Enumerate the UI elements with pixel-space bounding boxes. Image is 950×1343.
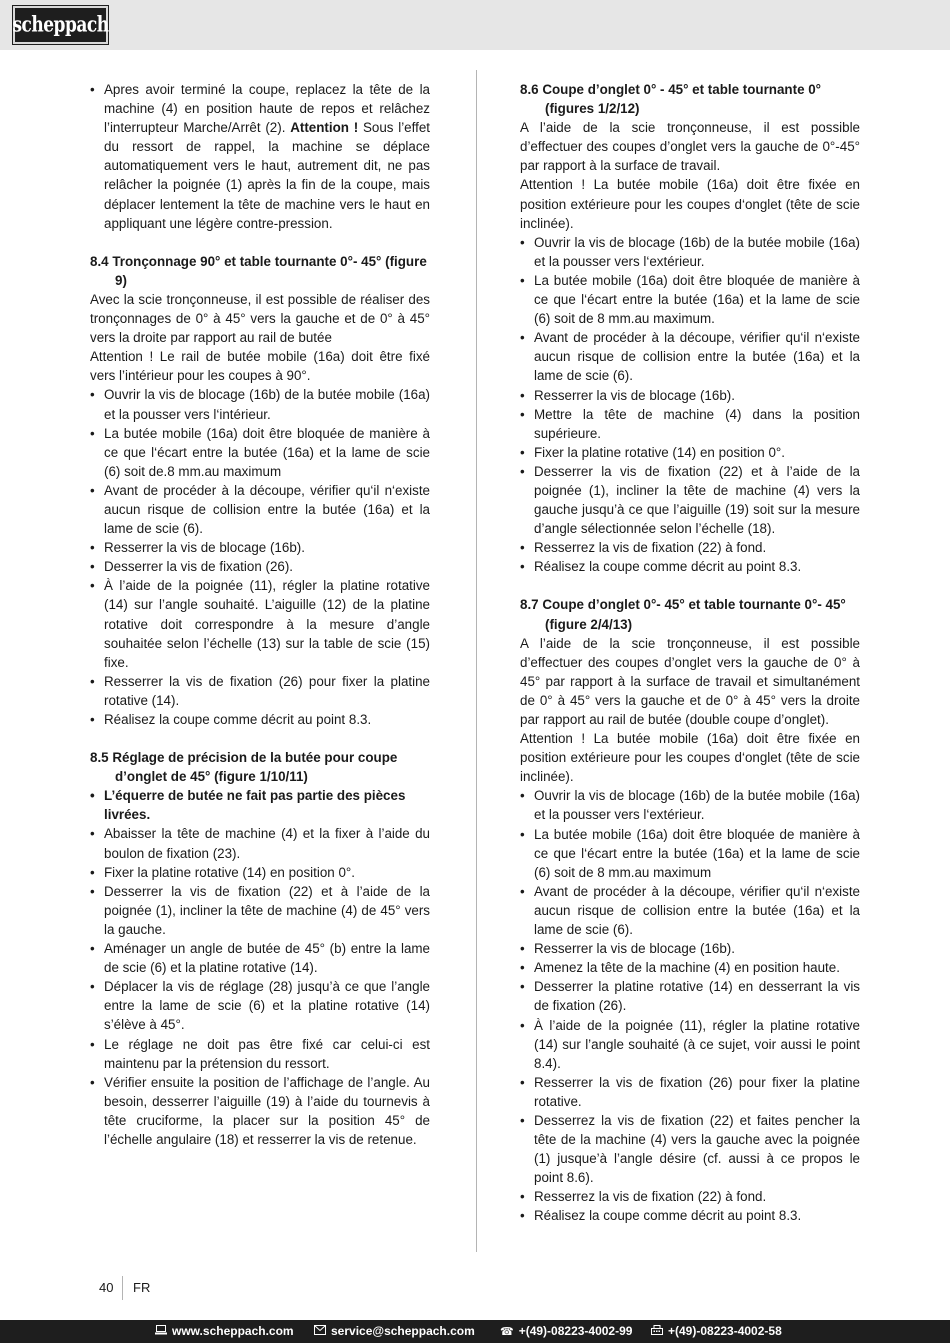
list-item: • Desserrez la vis de fixation (22) et faites pencher la tête de la machine (4) vers la gauche avec la poignée (1) jusque’à l’angle désire (cf. aussi à ce propos le point 8.6). [520,1111,860,1187]
brand-logo [13,6,108,44]
warning-text: Sous l’effet du ressort de rappel, la machine se déplace automatiquement vers le haut, autrement dit, ne pas relâcher la poignée (1) après la fin de la coupe, mais déplacer lentement la tête de machine vers le haut en appliquant une légère contre-pression. [104,120,430,231]
section-8-7-list [520,786,860,1225]
page-number: 40 [99,1280,114,1295]
phone-icon: ☎ [500,1325,514,1338]
email-text: service@scheppach.com [331,1324,475,1338]
computer-icon [155,1325,167,1338]
website-text: www.scheppach.com [172,1324,294,1338]
list-item: • Fixer la platine rotative (14) en position 0°. [520,443,860,462]
list-item: • Resserrez la vis de fixation (22) à fond. [520,538,860,557]
list-item: • Avant de procéder à la découpe, vérifier qu‘il n‘existe aucun risque de collision entre la butée (16a) et la lame de scie (6). [520,328,860,385]
list-item: • Desserrer la vis de fixation (22) et à l’aide de la poignée (1), incliner la tête de machine (4) de 45° vers la gauche. [90,882,430,939]
warning-label: Attention ! [290,120,359,136]
list-item-note: • L’équerre de butée ne fait pas partie des pièces livrées. [90,786,430,824]
intro-bullet-text: Apres avoir terminé la coupe, replacez la tête de la machine (4) en position haute de repos et relâchez l’interrupteur Marche/Arrêt (2). [104,82,430,136]
paragraph: Attention ! La butée mobile (16a) doit être fixée en position extérieure pour les coupes d‘onglet (tête de scie inclinée). [520,731,860,785]
list-item: • Amenez la tête de la machine (4) en position haute. [520,958,860,977]
mail-icon [314,1325,326,1338]
list-item: • Fixer la platine rotative (14) en position 0°. [90,863,430,882]
contact-fax [651,1324,782,1338]
paragraph: A l’aide de la scie tronçonneuse, il est possible d’effectuer des coupes d’onglet vers la gauche de 0°-45° par rapport à la surface de travail. [520,120,860,174]
list-item: • Ouvrir la vis de blocage (16b) de la butée mobile (16a) et la pousser vers l‘intérieur. [90,385,430,423]
list-item: • À l’aide de la poignée (11), régler la platine rotative (14) sur l’angle souhaité. L’aiguille (12) de la platine rotative doit correspondre à la mesure d’angle souhaitée selon l’échelle (13) sur la table de scie (15) fixe. [90,576,430,671]
list-item: • Réalisez la coupe comme décrit au point 8.3. [520,557,860,576]
phone-text: +(49)-08223-4002-99 [518,1324,633,1338]
left-column [90,80,430,1149]
list-item: • La butée mobile (16a) doit être bloquée de manière à ce que l‘écart entre la butée (16a) et la lame de scie (6) soit de.8 mm.au maximum [90,424,430,481]
list-item: • Resserrez la vis de fixation (22) à fond. [520,1187,860,1206]
list-item: • Avant de procéder à la découpe, vérifier qu‘il n‘existe aucun risque de collision entre la butée (16a) et la lame de scie (6). [90,481,430,538]
right-column [520,80,860,1226]
column-divider [476,70,477,1252]
list-item [90,80,430,233]
paragraph: Attention ! La butée mobile (16a) doit être fixée en position extérieure pour les coupes d‘onglet (tête de scie inclinée). [520,177,860,231]
fax-icon [651,1325,663,1338]
section-heading-8-7: 8.7 Coupe d’onglet 0°- 45° et table tournante 0°- 45° (figure 2/4/13) [520,597,846,632]
paragraph: Attention ! Le rail de butée mobile (16a) doit être fixé vers l’intérieur pour les coupes à 90°. [90,349,430,384]
header-bar [0,0,950,50]
contact-phone [500,1324,632,1338]
list-item: • À l’aide de la poignée (11), régler la platine rotative (14) sur l’angle souhaité (à ce sujet, voir aussi le point 8.4). [520,1016,860,1073]
list-item: • Vérifier ensuite la position de l’affichage de l’angle. Au besoin, desserrer l’aiguille (19) à l’aide du tournevis à tête cruciforme, la placer sur la position 45° de l’échelle angulaire (18) et resserrer la vis de retenue. [90,1073,430,1149]
list-item: • Déplacer la vis de réglage (28) jusqu’à ce que l’angle entre la lame de scie (6) et la platine rotative (14) s’élève à 45°. [90,977,430,1034]
section-heading-8-5: 8.5 Réglage de précision de la butée pour coupe d’onglet de 45° (figure 1/10/11) [90,750,398,785]
list-item: • Abaisser la tête de machine (4) et la fixer à l’aide du boulon de fixation (23). [90,824,430,862]
list-item: • Réalisez la coupe comme décrit au point 8.3. [520,1206,860,1225]
list-item: • Desserrer la vis de fixation (22) et à l’aide de la poignée (1), incliner la tête de machine (4) vers la gauche jusqu’à ce que l’aiguille (19) soit sur la mesure d’angle sélectionnée selon l’échelle (18). [520,462,860,538]
list-item: • Resserrer la vis de fixation (26) pour fixer la platine rotative. [520,1073,860,1111]
list-item: • La butée mobile (16a) doit être bloquée de manière à ce que l‘écart entre la butée (16a) et la lame de scie (6) soit de 8 mm.au maximum. [520,271,860,328]
list-item: • Ouvrir la vis de blocage (16b) de la butée mobile (16a) et la pousser vers l‘extérieur. [520,786,860,824]
section-8-5-list [90,786,430,1149]
list-item: • Ouvrir la vis de blocage (16b) de la butée mobile (16a) et la pousser vers l‘extérieur. [520,233,860,271]
fax-text: +(49)-08223-4002-58 [668,1324,782,1338]
list-item: • Le réglage ne doit pas être fixé car celui-ci est maintenu par la prétension du ressort. [90,1035,430,1073]
contact-email[interactable] [314,1324,475,1338]
footer-divider [122,1276,123,1300]
contact-bar [0,1320,950,1343]
intro-list [90,80,430,233]
list-item: • Réalisez la coupe comme décrit au point 8.3. [90,710,430,729]
section-8-4-list [90,385,430,729]
paragraph: Avec la scie tronçonneuse, il est possible de réaliser des tronçonnages de 0° à 45° vers la gauche et de 0° à 45° vers la droite par rapport au rail de butée [90,291,430,346]
paragraph: A l’aide de la scie tronçonneuse, il est possible d’effectuer des coupes d’onglet vers la gauche de 0° à 45° par rapport à la surface de travail et simultanément de 0° à 45° vers la gauche et de 0° à 45° vers la droite par rapport au rail de butée (double coupe d’onglet). [520,635,860,727]
section-8-6-list [520,233,860,577]
list-item: • Mettre la tête de machine (4) dans la position supérieure. [520,405,860,443]
list-item: • Resserrer la vis de blocage (16b). [90,538,430,557]
language-code: FR [133,1280,151,1295]
list-item: • Aménager un angle de butée de 45° (b) entre la lame de scie (6) et la platine rotative (14). [90,939,430,977]
section-heading-8-4: 8.4 Tronçonnage 90° et table tournante 0°- 45° (figure 9) [90,253,427,288]
list-item: • Resserrer la vis de fixation (26) pour fixer la platine rotative (14). [90,672,430,710]
list-item: • Desserrer la vis de fixation (26). [90,557,430,576]
list-item: • La butée mobile (16a) doit être bloquée de manière à ce que l‘écart entre la butée (16a) et la lame de scie (6) soit de 8 mm.au maximum [520,825,860,882]
list-item: • Resserrer la vis de blocage (16b). [520,939,860,958]
list-item: • Resserrer la vis de blocage (16b). [520,386,860,405]
list-item: • Avant de procéder à la découpe, vérifier qu‘il n‘existe aucun risque de collision entre la butée (16a) et la lame de scie (6). [520,882,860,939]
brand-logo-text: scheppach [12,12,109,38]
contact-website[interactable] [155,1324,294,1338]
list-item: • Desserrer la platine rotative (14) en desserrant la vis de fixation (26). [520,977,860,1015]
section-heading-8-6: 8.6 Coupe d’onglet 0° - 45° et table tournante 0° (figures 1/2/12) [520,82,822,117]
